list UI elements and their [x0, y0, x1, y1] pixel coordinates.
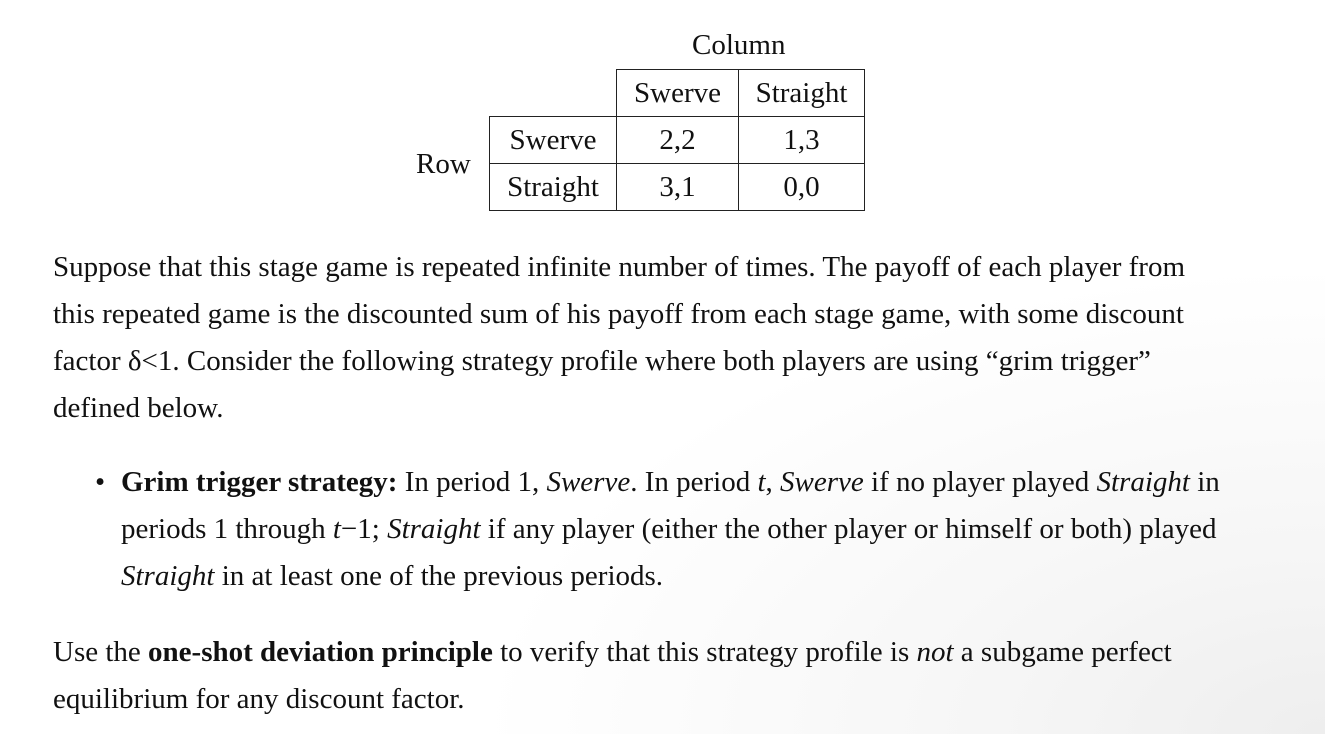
text-span: in at least one of the previous periods. — [214, 560, 664, 592]
var-t: t — [757, 466, 766, 498]
text-span: if any player (either the other player or himself or both) played — [480, 513, 1217, 545]
action-swerve: Swerve — [546, 466, 631, 498]
text-span: In period 1, — [397, 466, 547, 498]
discount-factor-expr: δ<1 — [127, 345, 173, 377]
text-span: , — [765, 466, 781, 498]
text-span: in periods 1 through — [121, 466, 1220, 545]
text-span: if no player played — [863, 466, 1097, 498]
row-label-straight: Straight — [490, 164, 617, 211]
payoff-matrix — [489, 69, 865, 211]
header-straight: Straight — [739, 70, 865, 117]
principle-term: one-shot deviation principle — [148, 636, 493, 668]
header-row — [490, 70, 865, 117]
action-straight: Straight — [387, 513, 481, 545]
payoff-cell: 0,0 — [739, 164, 865, 211]
payoff-cell: 3,1 — [617, 164, 739, 211]
emphasis-not: not — [916, 636, 954, 668]
setup-text-a: Suppose that this stage game is repeated infinite number of times. The payoff of each player from this repeated game is the discounted sum of his payoff from each stage game, with some discount factor — [53, 251, 1186, 377]
header-swerve: Swerve — [617, 70, 739, 117]
action-straight: Straight — [121, 560, 215, 592]
text-span: . In period — [630, 466, 758, 498]
table-row — [490, 164, 865, 211]
text-span: to verify that this strategy profile is — [492, 636, 917, 668]
row-label-swerve: Swerve — [490, 117, 617, 164]
var-t: t — [332, 513, 341, 545]
task-paragraph — [53, 629, 1233, 723]
column-player-label: Column — [692, 29, 786, 61]
setup-text-b: . Consider the following strategy profile where both players are using “grim trigger” defined below. — [53, 345, 1151, 424]
text-span: Use the — [53, 636, 149, 668]
payoff-cell: 2,2 — [617, 117, 739, 164]
action-swerve: Swerve — [780, 466, 864, 498]
payoff-cell: 1,3 — [739, 117, 865, 164]
table-row — [490, 117, 865, 164]
bullet-marker: • — [95, 466, 106, 498]
definition-term: Grim trigger strategy: — [121, 466, 398, 498]
text-span: −1; — [340, 513, 388, 545]
corner-cell — [490, 70, 617, 117]
action-straight: Straight — [1096, 466, 1190, 498]
grim-trigger-definition — [121, 459, 1231, 600]
row-player-label: Row — [416, 148, 471, 180]
text-span: a subgame perfect equilibrium for any discount factor. — [53, 636, 1172, 715]
setup-paragraph — [53, 244, 1233, 432]
